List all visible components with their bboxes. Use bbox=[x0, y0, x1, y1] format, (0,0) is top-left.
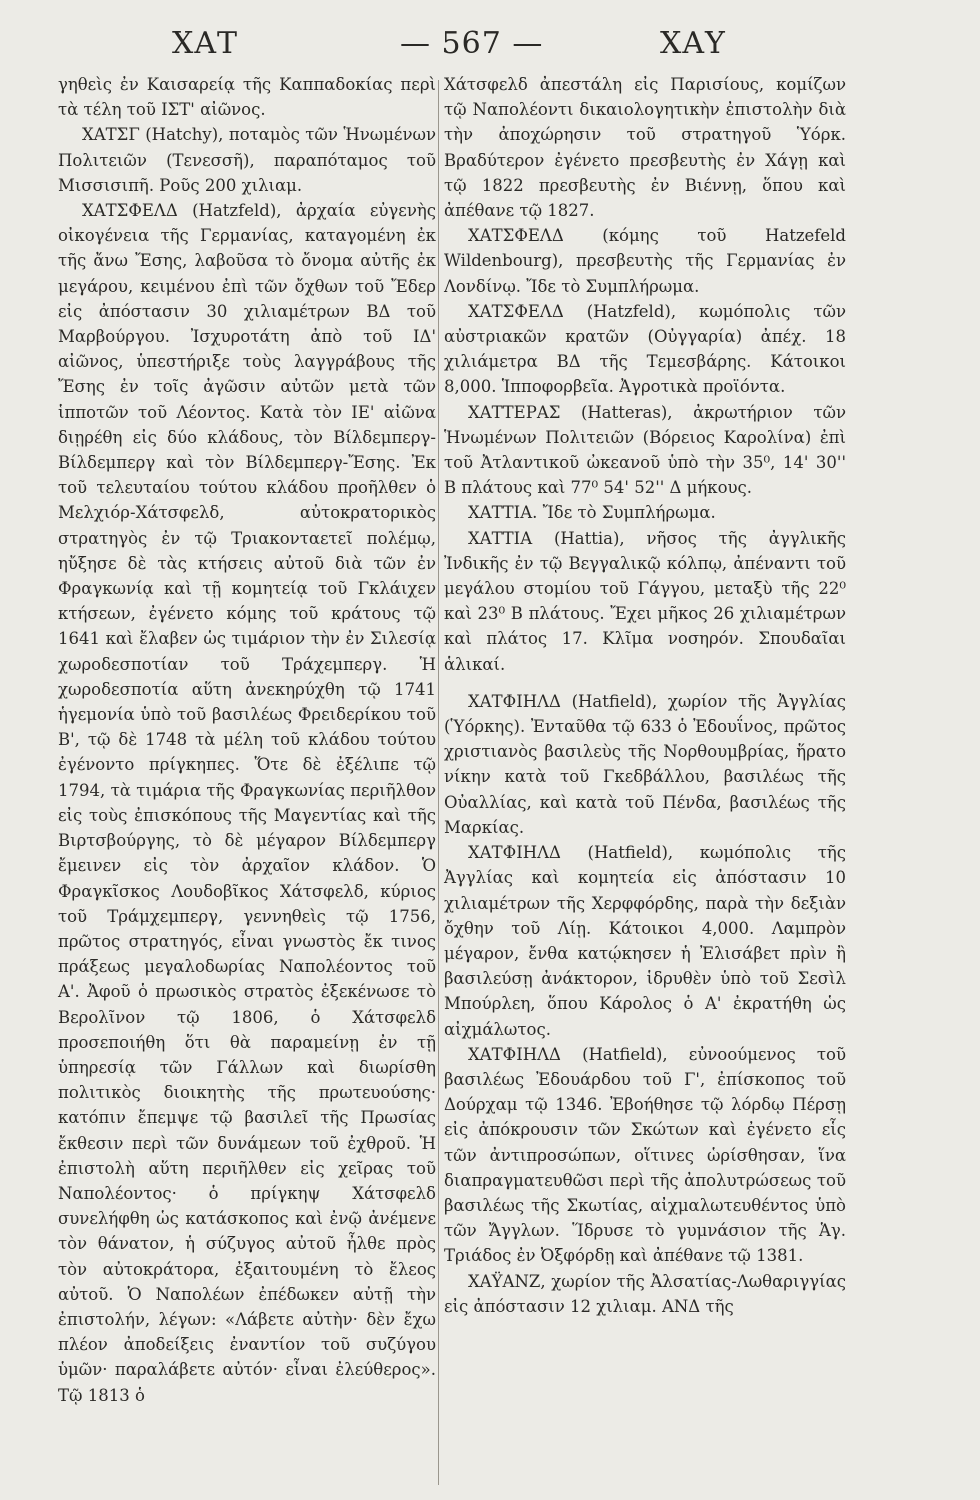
dictionary-entry: ΧΑΤΦΙΗΛΔ (Hatfield), χωρίον τῆς Ἀγγλίας (Ὑόρκης). Ἐνταῦθα τῷ 633 ὁ Ἐδουΐνος, πρῶτος χριστιανὸς βασιλεὺς τῆς Νορθουμβρίας, ἥρατο νίκην κατὰ τοῦ Γκεδβάλλου, βασιλέως τῆς Οὐαλλίας, καὶ κατὰ τοῦ Πένδα, βασιλέως τῆς Μαρκίας. bbox=[444, 691, 846, 837]
dictionary-entry: ΧΑΤΣΓ (Hatchy), ποταμὸς τῶν Ἡνωμένων Πολιτειῶν (Τενεσσῆ), παραπόταμος τοῦ Μισσισιπῆ. Ροῦς 200 χιλιαμ. bbox=[58, 125, 436, 195]
dictionary-entry: ΧΑΤΣΦΕΛΔ (Hatzfeld), ἀρχαία εὐγενὴς οἰκογένεια τῆς Γερμανίας, καταγομένη ἐκ τῆς ἄνω Ἔσης, λαβοῦσα τὸ ὄνομα αὐτῆς ἐκ μεγάρου, κειμένου ἐπὶ τῶν ὄχθων τοῦ Ἔδερ εἰς ἀπόστασιν 30 χιλιαμέτρων ΒΔ τοῦ Μαρβούργου. Ἰσχυροτάτη ἀπὸ τοῦ ΙΔ' αἰῶνος, ὑπεστήριξε τοὺς λαγγράβους τῆς Ἔσης ἐν τοῖς ἀγῶσιν αὐτῶν μετὰ τῶν ἱπποτῶν τοῦ Λέοντος. Κατὰ τὸν ΙΕ' αἰῶνα διῃρέθη εἰς δύο κλάδους, τὸν Βίλδεμπεργ-Βίλδεμπεργ καὶ τὸν Βίλδεμπεργ-Ἔσης. Ἐκ τοῦ τελευταίου τούτου κλάδου προῆλθεν ὁ Μελχιόρ-Χάτσφελδ, αὐτοκρατορικὸς στρατηγὸς ἐν τῷ Τριακονταετεῖ πολέμῳ, ηὔξησε δὲ τὰς κτήσεις αὐτοῦ διὰ τῶν ἐν Φραγκωνίᾳ καὶ τῇ κομητείᾳ τοῦ Γκλάιχεν κτήσεων, ἐγένετο κόμης τοῦ κράτους τῷ 1641 καὶ ἔλαβεν ὡς τιμάριον τὴν ἐν Σιλεσίᾳ χωροδεσποτίαν τοῦ Τράχεμπεργ. Ἡ χωροδεσποτία αὕτη ἀνεκηρύχθη τῷ 1741 ἡγεμονία ὑπὸ τοῦ βασιλέως Φρειδερίκου τοῦ Β', τῷ δὲ 1748 τὰ μέλη τοῦ κλάδου τούτου ἐγένοντο πρίγκηπες. Ὅτε δὲ ἐξέλιπε τῷ 1794, τὰ τιμάρια τῆς Φραγκωνίας περιῆλθον εἰς τοὺς ἐπισκόπους τῆς Μαγεντίας καὶ τῆς Βιρτσβούργης, τὸ δὲ μέγαρον Βίλδεμπεργ ἔμεινεν εἰς τὸν ἀρχαῖον κλάδον. Ὁ Φραγκῖσκος Λουδοβῖκος Χάτσφελδ, κύριος τοῦ Τράμχεμπεργ, γεννηθεὶς τῷ 1756, πρῶτος στρατηγός, εἶναι γνωστὸς ἔκ τινος πράξεως μεγαλοδωρίας Ναπολέοντος τοῦ Α'. Ἀφοῦ ὁ πρωσικὸς στρατὸς ἐξεκένωσε τὸ Βερολῖνον τῷ 1806, ὁ Χάτσφελδ προσεποιήθη ὅτι θὰ παραμείνῃ ἐν τῇ ὑπηρεσίᾳ τῶν Γάλλων καὶ διωρίσθη πολιτικὸς διοικητὴς τῆς πρωτευούσης· κατόπιν ἔπεμψε τῷ βασιλεῖ τῆς Πρωσίας ἔκθεσιν περὶ τῶν δυνάμεων τοῦ ἐχθροῦ. Ἡ ἐπιστολὴ αὕτη περιῆλθεν εἰς χεῖρας τοῦ Ναπολέοντος· ὁ πρίγκηψ Χάτσφελδ συνελήφθη ὡς κατάσκοπος καὶ ἐνῷ ἀνέμενε τὸν θάνατον, ἡ σύζυγος αὐτοῦ ἦλθε πρὸς τὸν αὐτοκράτορα, ἐξαιτουμένη τὸ ἔλεος αὐτοῦ. Ὁ Ναπολέων ἐπέδωκεν αὐτῇ τὴν ἐπιστολήν, λέγων: «Λάβετε αὐτὴν· δὲν ἔχω πλέον ἀποδείξεις ἐναντίον τοῦ συζύγου ὑμῶν· παραλάβετε αὐτόν· εἶναι ἐλεύθερος». Τῷ 1813 ὁ bbox=[58, 201, 436, 1405]
dictionary-entry: ΧΑΤΦΙΗΛΔ (Hatfield), εὐνοούμενος τοῦ βασιλέως Ἐδουάρδου τοῦ Γ', ἐπίσκοπος τοῦ Δούρχαμ τῷ 1346. Ἐβοήθησε τῷ λόρδῳ Πέρσῃ εἰς ἀπόκρουσιν τῶν Σκώτων καὶ ἐγένετο εἷς τῶν ἀντιπροσώπων, οἵτινες ὡρίσθησαν, ἵνα διαπραγματευθῶσι περὶ τῆς ἀπολυτρώσεως τοῦ βασιλέως τῆς Σκωτίας, αἰχμαλωτευθέντος ὑπὸ τῶν Ἄγγλων. Ἵδρυσε τὸ γυμνάσιον τῆς Ἁγ. Τριάδος ἐν Ὀξφόρδῃ καὶ ἀπέθανε τῷ 1381. bbox=[444, 1044, 846, 1266]
dictionary-entry: γηθεὶς ἐν Καισαρείᾳ τῆς Καππαδοκίας περὶ τὰ τέλη τοῦ ΙΣΤ' αἰῶνος. bbox=[58, 75, 436, 120]
dictionary-entry: Χάτσφελδ ἀπεστάλη εἰς Παρισίους, κομίζων τῷ Ναπολέοντι δικαιολογητικὴν ἐπιστολὴν διὰ τὴν ἀποχώρησιν τοῦ στρατηγοῦ Ὑόρκ. Βραδύτερον ἐγένετο πρεσβευτὴς ἐν Χάγῃ καὶ τῷ 1822 πρεσβευτὴς ἐν Βιέννῃ, ὅπου καὶ ἀπέθανε τῷ 1827. bbox=[444, 75, 846, 221]
dictionary-entry: ΧΑΤΤΙΑ. Ἴδε τὸ Συμπλήρωμα. bbox=[468, 503, 716, 523]
dictionary-entry: ΧΑΤΤΕΡΑΣ (Hatteras), ἀκρωτήριον τῶν Ἡνωμένων Πολιτειῶν (Βόρειος Καρολίνα) ἐπὶ τοῦ Ἀτλαντικοῦ ὠκεανοῦ ὑπὸ τὴν 35⁰, 14' 30'' Β πλάτους καὶ 77⁰ 54' 52'' Δ μήκους. bbox=[444, 402, 846, 498]
entry-gap bbox=[444, 677, 846, 689]
column-divider bbox=[438, 80, 439, 1485]
left-column bbox=[58, 72, 436, 1408]
dictionary-entry: ΧΑΤΣΦΕΛΔ (κόμης τοῦ Hatzefeld Wildenbourg), πρεσβευτὴς τῆς Γερμανίας ἐν Λονδίνῳ. Ἴδε τὸ Συμπλήρωμα. bbox=[444, 226, 846, 296]
header-guide-word-right: ΧΑΥ bbox=[660, 26, 726, 61]
right-column bbox=[444, 72, 846, 1319]
page-header bbox=[0, 26, 980, 76]
dictionary-entry: ΧΑΤΣΦΕΛΔ (Hatzfeld), κωμόπολις τῶν αὐστριακῶν κρατῶν (Οὐγγαρία) ἀπέχ. 18 χιλιάμετρα ΒΔ τῆς Τεμεσβάρης. Κάτοικοι 8,000. Ἱπποφορβεῖα. Ἀγροτικὰ προϊόντα. bbox=[444, 301, 846, 397]
header-guide-word-left: ΧΑΤ bbox=[172, 26, 239, 61]
dictionary-entry: ΧΑΫΑΝΖ, χωρίον τῆς Ἀλσατίας-Λωθαριγγίας εἰς ἀπόστασιν 12 χιλιαμ. ΑΝΔ τῆς bbox=[444, 1271, 846, 1316]
dictionary-entry: ΧΑΤΤΙΑ (Hattia), νῆσος τῆς ἀγγλικῆς Ἰνδικῆς ἐν τῷ Βεγγαλικῷ κόλπῳ, ἀπέναντι τοῦ μεγάλου στομίου τοῦ Γάγγου, μεταξὺ τῆς 22⁰ καὶ 23⁰ Β πλάτους. Ἔχει μῆκος 26 χιλιαμέτρων καὶ πλάτος 17. Κλῖμα νοσηρόν. Σπουδαῖαι ἁλικαί. bbox=[444, 528, 846, 674]
dictionary-entry: ΧΑΤΦΙΗΛΔ (Hatfield), κωμόπολις τῆς Ἀγγλίας καὶ κομητεία εἰς ἀπόστασιν 10 χιλιαμέτρων τῆς Χερφφόρδης, παρὰ τὴν δεξιὰν ὄχθην τοῦ Λίῃ. Κάτοικοι 4,000. Λαμπρὸν μέγαρον, ἔνθα κατῴκησεν ἡ Ἐλισάβετ πρὶν ἢ βασιλεύσῃ ἀνάκτορον, ἱδρυθὲν ὑπὸ τοῦ Σεσὶλ Μπούρλεη, ὅπου Κάρολος ὁ Α' ἐκρατήθη ὡς αἰχμάλωτος. bbox=[444, 843, 846, 1039]
page-number: — 567 — bbox=[400, 26, 544, 61]
